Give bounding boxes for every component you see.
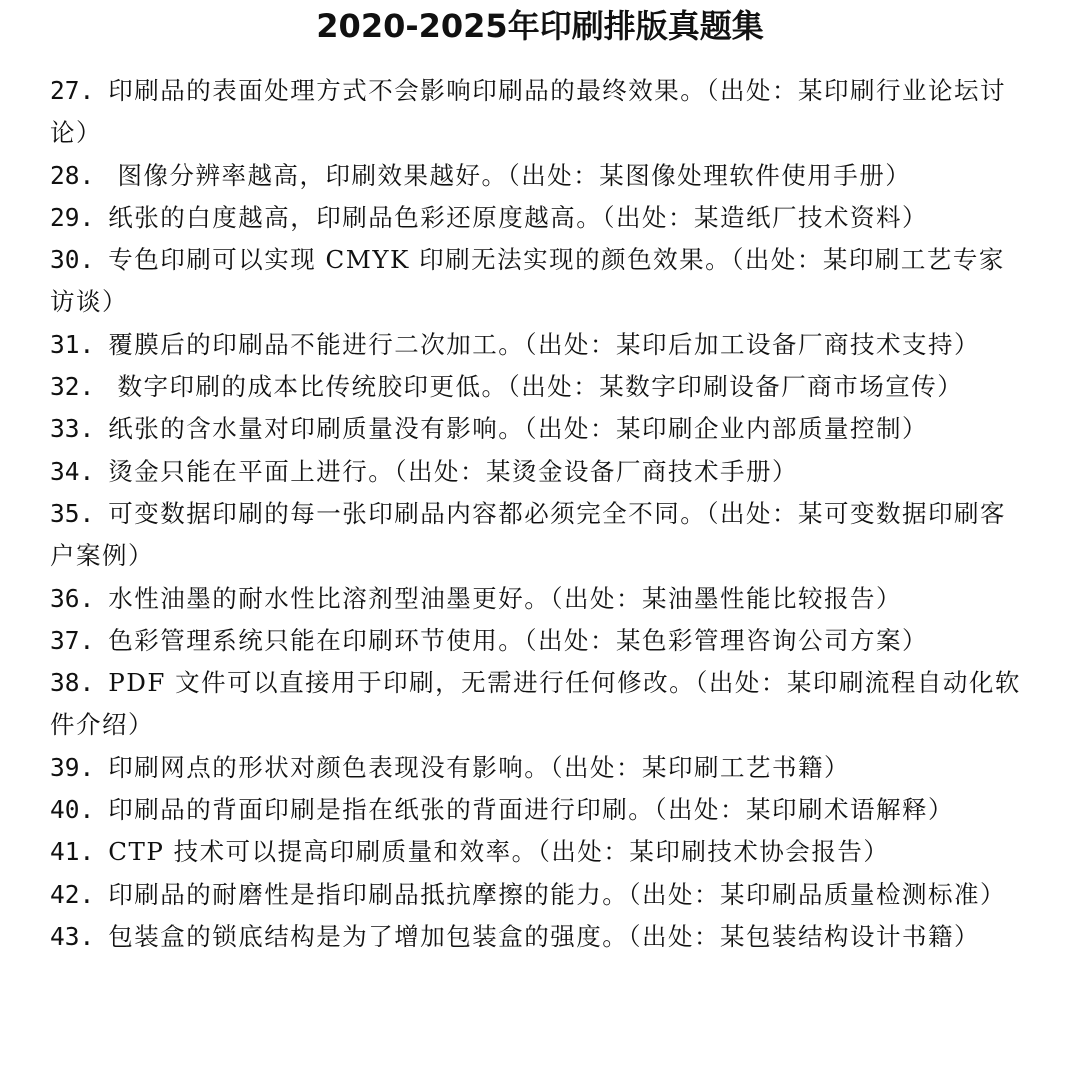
question-item [50,916,1025,958]
question-list [50,70,1025,958]
question-item [50,493,1025,578]
question-number: 33. [50,414,95,444]
question-number: 41. [50,837,95,867]
question-item [50,874,1025,916]
question-item [50,324,1025,366]
question-item [50,408,1025,450]
question-item [50,747,1025,789]
question-item [50,831,1025,873]
question-number: 40. [50,795,95,825]
question-text: 水性油墨的耐水性比溶剂型油墨更好。（出处：某油墨性能比较报告） [108,583,903,613]
question-number: 34. [50,456,95,486]
question-text: 色彩管理系统只能在印刷环节使用。（出处：某色彩管理咨询公司方案） [108,625,929,655]
question-number: 39. [50,752,95,782]
question-number: 43. [50,921,95,951]
question-text: 烫金只能在平面上进行。（出处：某烫金设备厂商技术手册） [108,456,799,486]
question-text: 专色印刷可以实现 CMYK 印刷无法实现的颜色效果。（出处：某印刷工艺专家访谈） [50,245,1005,317]
question-text: 印刷品的表面处理方式不会影响印刷品的最终效果。（出处：某印刷行业论坛讨论） [50,76,1007,148]
question-item [50,239,1025,324]
question-number: 36. [50,583,95,613]
question-text: CTP 技术可以提高印刷质量和效率。（出处：某印刷技术协会报告） [108,837,890,867]
question-number: 29. [50,202,95,232]
question-text: 图像分辨率越高，印刷效果越好。（出处：某图像处理软件使用手册） [108,160,912,190]
question-number: 37. [50,625,95,655]
question-item [50,662,1025,747]
question-text: 数字印刷的成本比传统胶印更低。（出处：某数字印刷设备厂商市场宣传） [108,372,964,402]
question-text: 可变数据印刷的每一张印刷品内容都必须完全不同。（出处：某可变数据印刷客户案例） [50,498,1007,571]
question-number: 28. [50,160,95,190]
question-text: 包装盒的锁底结构是为了增加包装盒的强度。（出处：某包装结构设计书籍） [108,921,981,951]
question-text: 印刷品的背面印刷是指在纸张的背面进行印刷。（出处：某印刷术语解释） [108,795,955,825]
question-item [50,366,1025,408]
question-item [50,789,1025,831]
question-item [50,451,1025,493]
question-number: 30. [50,245,95,275]
question-number: 32. [50,372,95,402]
question-text: 纸张的白度越高，印刷品色彩还原度越高。（出处：某造纸厂技术资料） [108,202,929,232]
question-text: PDF 文件可以直接用于印刷，无需进行任何修改。（出处：某印刷流程自动化软件介绍） [50,668,1021,740]
question-item [50,578,1025,620]
page-title: 2020-2025年印刷排版真题集 [316,7,764,45]
question-item [50,197,1025,239]
question-item [50,620,1025,662]
question-text: 纸张的含水量对印刷质量没有影响。（出处：某印刷企业内部质量控制） [108,414,929,444]
question-number: 38. [50,668,95,698]
question-item [50,155,1025,197]
question-number: 27. [50,76,95,105]
question-text: 印刷品的耐磨性是指印刷品抵抗摩擦的能力。（出处：某印刷品质量检测标准） [108,879,1007,909]
question-text: 印刷网点的形状对颜色表现没有影响。（出处：某印刷工艺书籍） [108,752,851,782]
question-number: 31. [50,329,95,359]
question-number: 35. [50,498,95,528]
question-item [50,70,1025,155]
question-text: 覆膜后的印刷品不能进行二次加工。（出处：某印后加工设备厂商技术支持） [108,329,981,359]
question-number: 42. [50,879,95,909]
